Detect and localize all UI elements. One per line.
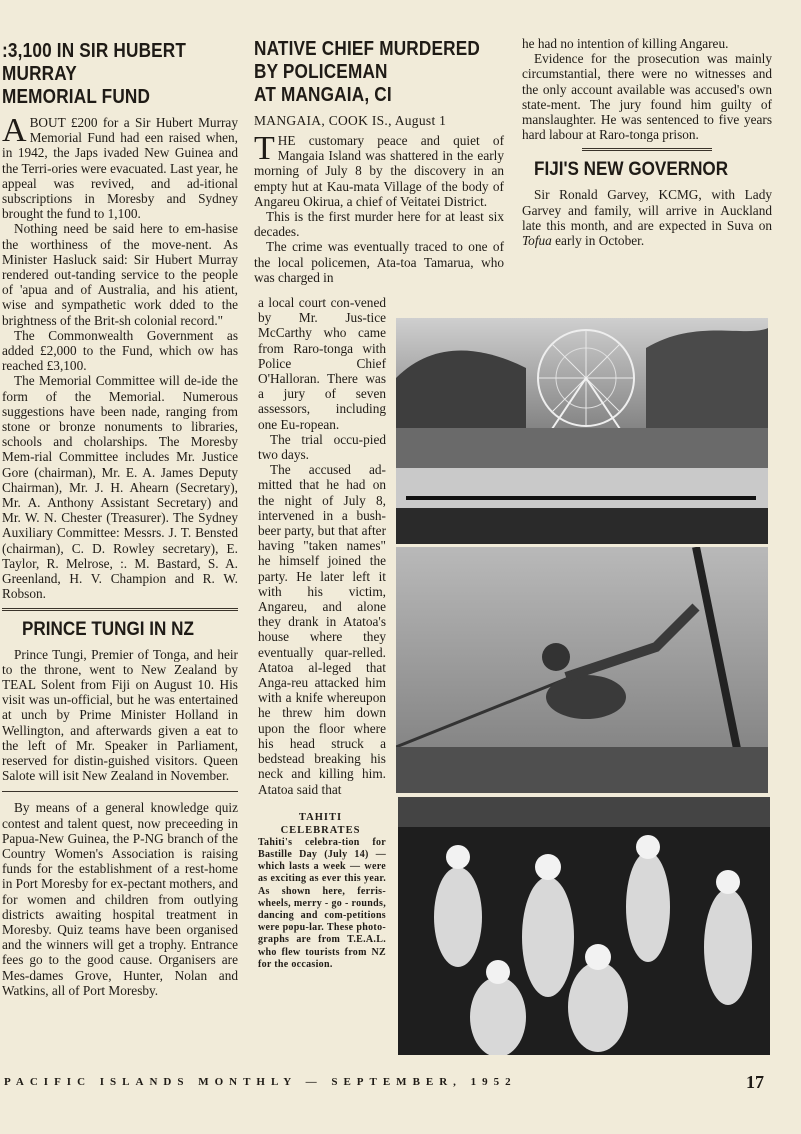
page-number: 17 [746,1072,764,1092]
murder-para-5: The accused ad-mitted that he had on the night of July 8, intervened in a bush-beer party, but that after having "taken names" he himself joined the party. He later left it with his victim, Angareu, and alone they drank in Atatoa's house where they eventually quar-relled. Atatoa al-leged that Anga-reu attacked him with a knife whereupon he threw him down upon the floor where his head struck a bedstead breaking his neck and killing him. Atatoa said that [258,462,386,797]
photo-ferris-wheel-image [396,318,768,544]
photo-dancers-image [398,797,770,1055]
section-divider [582,148,712,151]
fiji-governor-para: Sir Ronald Garvey, KCMG, with Lady Garvey and family, will arrive in Auckland late this month, and are expected in Suva on Tofua early in October. [522,187,772,249]
photo-ferris-wheel-crowd [396,318,768,544]
murder-para-3: The crime was eventually traced to one of the local policemen, Ata-toa Tamarua, who was charged in [254,239,504,285]
prince-tungi-headline: PRINCE TUNGI IN NZ [22,618,194,640]
photo-caption-block [258,811,386,971]
memorial-fund-headline: :3,100 IN SIR HUBERT MURRAY MEMORIAL FUND [2,40,187,108]
dropcap-a: A [2,112,27,149]
murder-para-4: The trial occu-pied two days. [258,431,386,463]
dropcap-t: T [254,130,275,167]
column-2 [254,38,504,285]
column-2-narrow [258,295,386,971]
dateline: MANGAIA, COOK IS., August 1 [254,113,447,128]
column-3 [522,36,772,248]
photo-tahiti-dancers [398,797,770,1055]
murder-headline: NATIVE CHIEF MURDERED BY POLICEMAN AT MANGAIA, CI [254,38,480,106]
cwa-quiz-para: By means of a general knowledge quiz contest and talent quest, now preceeding in Papua-New Guinea, the P-NG branch of the Country Women's Association is raising funds for the establishment of a rest-home in Port Moresby for ex-pectant mothers, and for women and children from outlying districts awaiting hospital treatment in Moresby. Quiz teams have been organised and the winners will get a trophy. Entrance fees go to the good cause. Organisers are Mes-dames Grove, Hunter, Nolan and Watkins, all of Port Moresby. [2,800,238,998]
page-footer [0,1072,801,1094]
photo-spear-thrower-image [396,547,768,793]
verdict-para-2: Evidence for the prosecution was mainly circumstantial, there were no witnesses and the only account available was accused's own state-ment. The jury found him guilty of manslaughter. He was sentenced to five years hard labour at Raro-tonga prison. [522,51,772,143]
fiji-governor-headline: FIJI'S NEW GOVERNOR [534,159,729,181]
section-divider [2,608,238,611]
photo-spear-thrower [396,547,768,793]
caption-title: TAHITI CELEBRATES [280,811,361,836]
murder-para-1: THE customary peace and quiet of Mangaia Island was shattered in the early morning of July 8 by the discovery in an empty hut at Kau-mata Village of the body of Angareu Okirua, a chief of Veitatei District. [254,130,504,209]
section-divider [2,791,238,792]
magazine-footer: PACIFIC ISLANDS MONTHLY — SEPTEMBER, 1952 [4,1076,517,1088]
verdict-para-1: he had no intention of killing Angareu. [522,36,729,51]
murder-para-3-cont: a local court con-vened by Mr. Jus-tice McCarthy who came from Raro-tonga with Police Chief O'Halloran. There was a jury of seven assessors, including one Eu-ropean. [258,295,386,432]
memorial-para-4: The Memorial Committee will de-ide the form of the Memorial. Numerous suggestions have been nade, ranging from stone or bronze nonuments to libraries, schools and cholarships. The Moresby Mem-rial Committee includes Mr. Justice Gore (chairman), Mr. E. A. James Deputy Chairman), Mr. J. H. Ahearn (Secretary), Mr. A. Anthony Assistant Secretary) and Mr. W. N. Chester (Treasurer). The Sydney Auxiliary Committee: Messrs. J. T. Bensted (chairman), C. D. Rowley secretary), E. Taylor, R. Melrose, :. M. Bastard, S. A. Greenland, H. V. Champion and R. W. Robson. [2,373,238,602]
memorial-para-3: The Commonwealth Government as added £2,000 to the Fund, which ow has reached £3,100. [2,327,238,374]
photo-caption: Tahiti's celebra-tion for Bastille Day (July 14) — which lasts a week — were as exciting as ever this year. As shown here, ferris-wheels, merry - go - rounds, dancing and com-petitions were popu-lar. These photo-graphs are from T.E.A.L. who flew tourists from NZ for the occasion. [258,836,386,970]
prince-tungi-para: Prince Tungi, Premier of Tonga, and heir to the throne, went to New Zealand by TEAL Solent from Fiji on August 10. His visit was un-official, but he was entertained at unch by Prime Minister Holland in Wellington, and afterwards given a eat to the left of Mr. Speaker in Parliament, reserved for distin-guished visitors. Queen Salote will isit New Zealand in November. [2,646,238,784]
memorial-para-2: Nothing need be said here to em-hasise the worthiness of the move-nent. As Minister Hasluck said: Sir Hubert Murray rendered out-tanding service to the people of 'apua and of Australia, and his atient, wise and sympathetic work dded to the brightness of the Brit-sh colonial record." [2,221,238,328]
memorial-para-1: ABOUT £200 for a Sir Hubert Murray Memorial Fund had een raised when, in 1942, the Japs ivaded New Guinea and the Terri-ories were evacuated. Last year, he appeal was revived, and ad-itional subscriptions in Moresby and Sydney brought the fund to 1,100. [2,112,238,222]
column-1 [2,40,238,998]
murder-para-2: This is the first murder here for at least six decades. [254,209,504,240]
